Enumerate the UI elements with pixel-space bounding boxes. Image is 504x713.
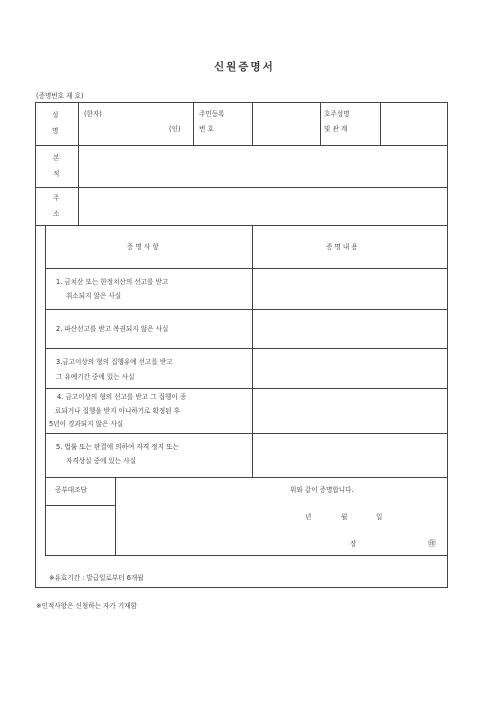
item-2-line-1: 2. 파산선고를 받고 복권되지 않은 사실 (56, 325, 169, 333)
household-head-label-2: 및 관 계 (324, 125, 348, 133)
rrn-label-1: 주민등록 (199, 110, 225, 118)
certificate-number: (증명번호 제 호) (36, 92, 84, 100)
item-2-content[interactable] (253, 310, 447, 347)
validity-note: ※유효기간 : 발급일로부터 6개월 (49, 574, 144, 582)
item-3-content[interactable] (253, 349, 447, 387)
item-5-content[interactable] (253, 434, 447, 476)
hanja-label: (한자) (84, 110, 102, 118)
year-label: 년 (305, 513, 312, 521)
month-label: 월 (341, 513, 348, 521)
item-4-content[interactable] (253, 389, 447, 432)
item-3-line-1: 3.금고이상의 형의 집행유예 선고를 받고 (56, 358, 173, 366)
official-title-label: 장 (350, 540, 357, 548)
seal-label: (인) (169, 125, 181, 133)
page-title: 신원증명서 (214, 61, 275, 73)
household-head-input[interactable] (381, 103, 447, 144)
domicile-input[interactable] (79, 146, 447, 186)
item-4-line-2: 료되거나 집행을 받지 아니하기로 확정된 후 (55, 407, 181, 415)
item-4-line-1: 4. 금고이상의 형의 선고를 받고 그 집행이 종 (57, 393, 187, 401)
seal-icon: ㊞ (428, 539, 436, 548)
item-1-content[interactable] (253, 269, 447, 308)
item-1-line-2: 취소되지 않은 사실 (66, 292, 122, 300)
item-4-line-3: 5년이 경과되지 않은 사실 (49, 420, 124, 428)
rrn-input[interactable] (253, 103, 319, 144)
address-label: 주 소 (53, 194, 60, 218)
item-3-line-2: 그 유예기간 중에 있는 사실 (56, 373, 135, 381)
day-label: 일 (376, 513, 383, 521)
domicile-label: 본 적 (53, 154, 60, 178)
address-input[interactable] (79, 188, 447, 224)
certified-content-header: 증 명 내 용 (326, 243, 358, 251)
certify-statement: 위와 같이 증명합니다. (290, 486, 354, 494)
footnote: ※인적사항은 신청하는 자가 기재함 (36, 602, 137, 610)
certified-items-header: 증 명 사 항 (127, 243, 159, 251)
household-head-label-1: 호주성명 (324, 110, 350, 118)
ledger-check-label: 공부대조담 (55, 486, 87, 494)
rrn-label-2: 번 호 (199, 125, 214, 133)
name-label: 성 명 (52, 111, 59, 135)
item-5-line-1: 5. 법률 또는 판결에 의하여 자격 정지 또는 (56, 443, 179, 451)
item-5-line-2: 자격상실 중에 있는 사실 (66, 457, 136, 465)
item-1-line-1: 1. 금치산 또는 한정치산의 선고를 받고 (56, 278, 169, 286)
